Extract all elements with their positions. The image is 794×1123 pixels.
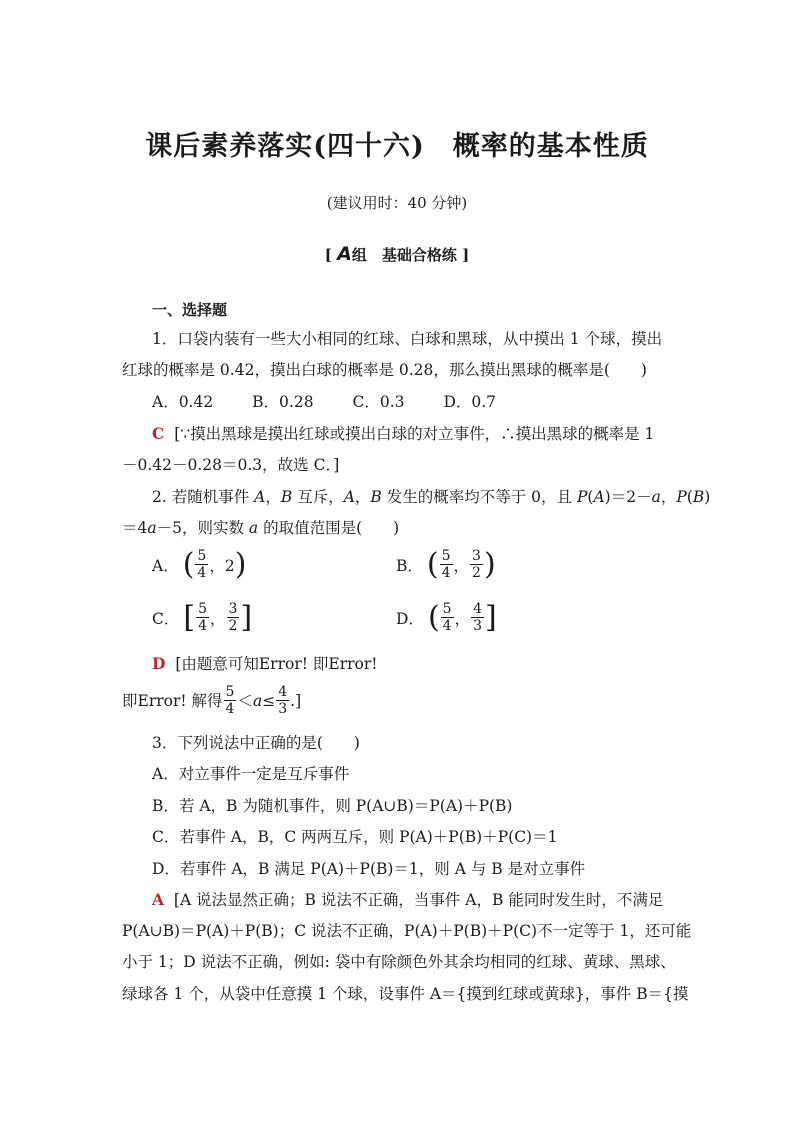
q2-var: P [676,488,687,506]
q2-text: ， [660,488,677,506]
q2-solution-line1 [152,654,378,674]
numerator: 5 [441,548,451,564]
group-letter: A [337,243,352,265]
q2-text: ) [704,488,711,506]
q2-option-a [152,548,246,581]
q2-text: ， [354,488,371,506]
bracket-right: ] [485,599,497,635]
q2-solution-line2 [122,684,301,717]
fraction [470,548,483,581]
section-heading: 一、选择题 [152,301,228,319]
q2-text: －5，则实数 [156,519,249,537]
solution-text: ≤ [262,691,276,710]
denominator: 4 [198,618,208,634]
q2-var: a [147,519,157,537]
numerator: 5 [442,601,452,617]
fraction [227,601,240,634]
solution-text: 即Error! 解得 [122,691,223,710]
paren-right: ) [483,546,496,582]
q3-solution-line4: 绿球各 1 个，从袋中任意摸 1 个球，设事件 A＝{摸到红球或黄球}，事件 B＝{摸 [122,985,689,1003]
group-bracket-open: [ [324,246,332,264]
fraction [196,601,209,634]
denominator: 4 [442,618,452,634]
q2-var: a [248,519,259,537]
q2-answer: D [152,654,166,673]
option-label: D． [396,609,424,628]
q1-solution-text1: [∵摸出黑球是摸出红球或摸出白球的对立事件，∴摸出黑球的概率是 1 [174,425,655,443]
denominator: 3 [473,618,483,634]
q2-option-c [152,601,252,634]
q1-stem-line2: 红球的概率是 0.42，摸出白球的概率是 0.28，那么摸出黑球的概率是( ) [122,361,647,379]
q3-solution-line3: 小于 1；D 说法不正确，例如: 袋中有除颜色外其余均相同的红球、黄球、黑球、 [122,953,676,971]
solution-var: a [252,691,263,710]
title-main: 课后素养落实(四十六) [145,131,425,162]
group-heading [0,243,794,265]
q2-text: ( [686,488,693,506]
q3-answer: A [152,890,165,909]
bracket-left: [ [183,599,196,635]
bracket-right: ] [240,599,253,635]
q2-var: A [593,488,605,506]
q1-options [152,392,496,412]
group-bracket-close: ] [462,246,470,264]
denominator: 4 [441,565,451,581]
q2-text: )＝2－ [604,488,652,506]
q3-solution-text1: [A 说法显然正确；B 说法不正确，当事件 A，B 能同时发生时，不满足 [173,891,664,909]
separator: ， [210,609,226,628]
q3-option-b: B．若 A，B 为随机事件，则 P(A∪B)＝P(A)＋P(B) [152,797,513,815]
q2-var: a [651,488,661,506]
q3-stem: 3．下列说法中正确的是( ) [152,734,360,752]
fraction [276,684,289,717]
page-title [0,124,794,163]
option-label: C． [152,609,180,628]
q3-solution-line2: P(A∪B)＝P(A)＋P(B)；C 说法不正确，P(A)＋P(B)＋P(C)不一定等于 1，还可能 [122,922,692,940]
title-topic: 概率的基本性质 [452,131,649,162]
separator: ， [454,609,471,628]
option-label: B． [396,556,423,575]
q3-option-a: A．对立事件一定是互斥事件 [152,765,350,783]
group-label: 组 基础合格练 [351,246,457,264]
q2-var: B [280,488,293,506]
q2-var: A [254,488,266,506]
q2-var: B [370,488,382,506]
fraction [471,601,484,634]
q2-text: 的取值范围是( ) [258,519,400,537]
numerator: 3 [472,548,481,564]
q2-option-d [396,601,497,634]
solution-text: .] [290,691,302,710]
q2-text: 互斥， [292,488,344,506]
denominator: 2 [472,565,481,581]
paren-left: ( [182,546,195,582]
q2-text: ( [587,488,594,506]
denominator: 4 [197,565,207,581]
paren-left: ( [427,599,440,635]
option-label: A． [152,556,179,575]
fraction [195,548,208,581]
numerator: 5 [225,684,235,700]
q2-stem-line1 [152,487,710,507]
q1-solution-line1 [152,424,654,444]
paren-right: ) [234,546,247,582]
fraction [440,548,453,581]
q2-text: ＝4 [122,519,148,537]
fraction [441,601,454,634]
denominator: 4 [225,701,235,717]
q1-option-b: B．0.28 [252,393,314,411]
solution-text: ＜ [237,691,253,710]
q3-option-d: D．若事件 A，B 满足 P(A)＋P(B)＝1，则 A 与 B 是对立事件 [152,860,586,878]
q1-answer: C [152,424,165,443]
q2-stem-line2 [122,518,399,538]
q2-text: ， [265,488,281,506]
q1-solution-line2: －0.42－0.28＝0.3，故选 C．] [122,456,340,474]
denominator: 3 [278,701,288,717]
q3-solution-line1 [152,890,663,910]
numerator: 4 [473,601,483,617]
numerator: 5 [197,548,207,564]
separator: ，2 [209,556,235,575]
numerator: 5 [198,601,208,617]
q2-var: A [343,488,355,506]
numerator: 4 [278,684,288,700]
time-suggestion: (建议用时：40 分钟) [326,194,468,212]
q2-solution-text1: [由题意可知Error! 即Error! [175,655,378,673]
q1-option-d: D．0.7 [443,393,497,411]
q2-option-b [396,548,496,581]
numerator: 3 [228,601,238,617]
q2-text: 发生的概率均不等于 0，且 [381,488,577,506]
q1-stem-line1: 1．口袋内装有一些大小相同的红球、白球和黑球，从中摸出 1 个球，摸出 [152,330,663,348]
q1-option-a: A．0.42 [152,393,214,411]
q3-option-c: C．若事件 A，B，C 两两互斥，则 P(A)＋P(B)＋P(C)＝1 [152,828,558,846]
fraction [224,684,237,717]
q1-option-c: C．0.3 [352,393,405,411]
separator: ， [453,556,470,575]
q2-var: B [692,488,705,506]
paren-left: ( [426,546,439,582]
q2-text: 2. 若随机事件 [152,488,255,506]
denominator: 2 [228,618,238,634]
q2-var: P [576,488,588,506]
